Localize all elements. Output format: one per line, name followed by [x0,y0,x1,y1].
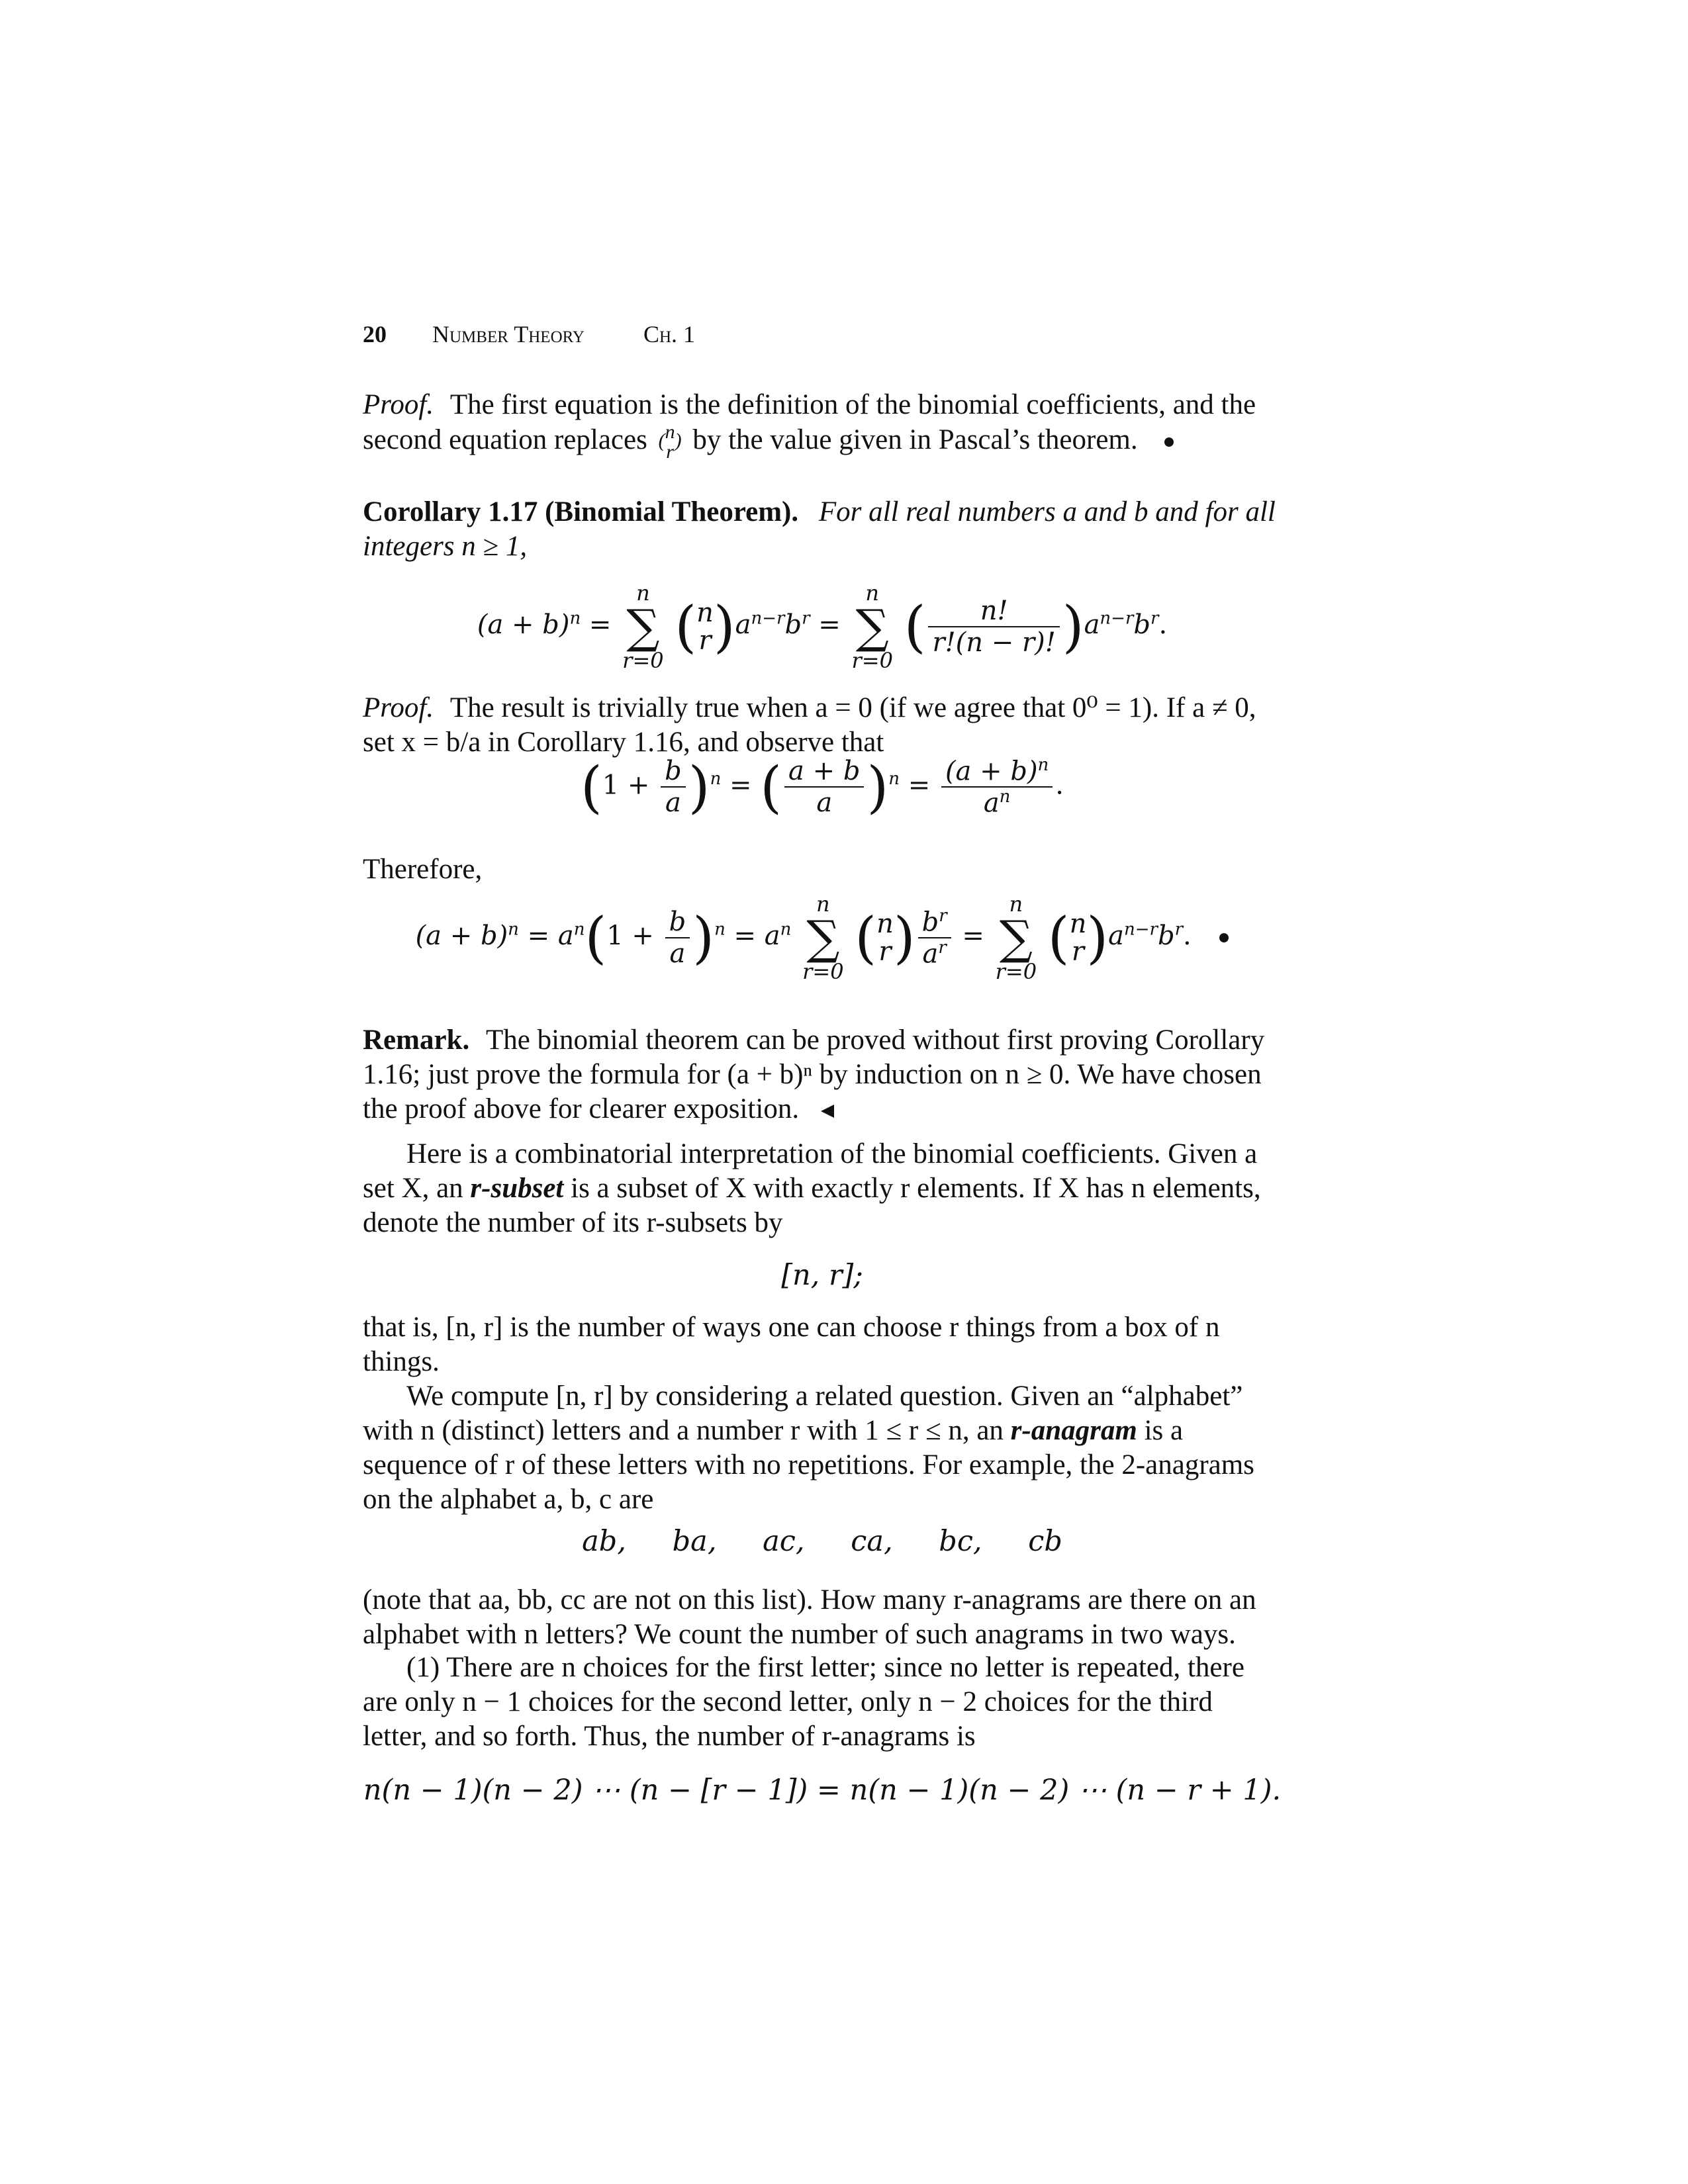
proof-label: Proof. [363,692,434,723]
falling-factorial-equation: n(n − 1)(n − 2) ⋯ (n − [r − 1]) = n(n − 1)(n − 2) ⋯ (n − r + 1). [363,1774,1282,1807]
anagram-item: bc, [939,1525,982,1558]
binomial-n-r: ( n r ) [658,421,682,463]
paragraph-r-subset [363,1137,1282,1240]
proof-text: The result is trivially true when a = 0 (if we agree that 0⁰ = 1). If a ≠ 0, set x = b/a in Corollary 1.16, and observe that [363,692,1256,758]
sum-symbol: n ∑ r=0 [851,580,893,673]
paragraph-text-a: We compute [n, r] by considering a related question. Given an “alphabet” with n (distinct) letters and a number r with 1 ≤ r ≤ n, an [363,1381,1243,1446]
substitution-equation: (1 + $\frac{b}{a}$ )$^n$ = ( $\frac{a + b}{a}$ )$^n$ = $\frac{(a + b)^n}{a^n}$ . [580,754,1064,820]
chapter-label: Ch. 1 [643,321,696,347]
proof-label: Proof. [363,389,434,420]
corollary-statement: For all real numbers a and b and for all integers n ≥ 1, [363,496,1276,562]
term-r-subset: r-subset [470,1173,564,1204]
remark-block [363,1023,1282,1126]
proof-text-a: The first equation is the definition of the binomial coefficients, and the second equation replaces [363,389,1256,455]
corollary-label: Corollary 1.17 (Binomial Theorem). [363,496,799,527]
anagram-item: cb [1028,1525,1062,1558]
end-of-remark-triangle [821,1105,834,1118]
anagram-list [363,1525,1282,1558]
proof-paragraph-1 [363,388,1282,462]
anagram-item: ca, [851,1525,893,1558]
paragraph-text-b: is a sequence of r of these letters with no repetitions. For example, the 2-anagrams on the alphabet a, b, c are [363,1415,1254,1515]
binomial-theorem-equation: $(a + b)^n$ = n ∑ r=0 ( n r )$a^{n-r}b^r$ = n ∑ r=0 ( $\frac{n!}{r!(n - r)!}$ )$a^{n-r}b^r$. [477,580,1168,673]
remark-label: Remark. [363,1024,470,1056]
corollary-block [363,495,1282,564]
proof-paragraph-2 [363,691,1282,760]
paragraph-text-b: is a subset of X with exactly r elements. If X has n elements, denote the number of its r-subsets by [363,1173,1261,1238]
chapter-title: Number Theory [432,321,585,347]
anagram-item: ab, [582,1525,626,1558]
expansion-equation: $(a + b)^n = a^n(1$ + $\frac{b}{a}$ )$^n = a^n$ n ∑ r=0 ( n r ) $\frac{b^r}{a^r}$ = n ∑ r=0 ( n r )$a^{n-r}b^r$. [363,893,1282,982]
sum-symbol: n ∑ r=0 [622,580,664,673]
proof-text-b: by the value given in Pascal’s theorem. [692,424,1138,455]
therefore-label: Therefore, [363,854,483,885]
running-header [363,320,695,348]
qed-bullet [1219,933,1229,942]
sum-symbol: n ∑ r=0 [802,891,844,984]
remark-text: The binomial theorem can be proved without first proving Corollary 1.16; just prove the formula for (a + b)ⁿ by induction on n ≥ 0. We have chosen the proof above for clearer exposition. [363,1024,1265,1124]
sum-symbol: n ∑ r=0 [995,891,1037,984]
qed-bullet [1164,437,1174,447]
paragraph-count-question: (note that aa, bb, cc are not on this list). How many r-anagrams are there on an alphabet with n letters? We count the number of such anagrams in two ways. [363,1584,1256,1650]
page-number: 20 [363,321,387,347]
anagram-item: ac, [763,1525,805,1558]
paragraph-r-anagram [363,1379,1282,1517]
term-r-anagram: r-anagram [1010,1415,1137,1446]
paragraph-count-method-1: (1) There are n choices for the first letter; since no letter is repeated, there are only n − 1 choices for the second letter, only n − 2 choices for the third letter, and so forth. Thus, the number of r-anagrams is [363,1652,1244,1752]
anagram-item: ba, [672,1525,717,1558]
paragraph-text-a: Here is a combinatorial interpretation of the binomial coefficients. Given a set X, an [363,1138,1258,1204]
paragraph-n-r-meaning: that is, [n, r] is the number of ways one can choose r things from a box of n things. [363,1312,1220,1377]
display-n-r: [n, r]; [781,1259,863,1292]
